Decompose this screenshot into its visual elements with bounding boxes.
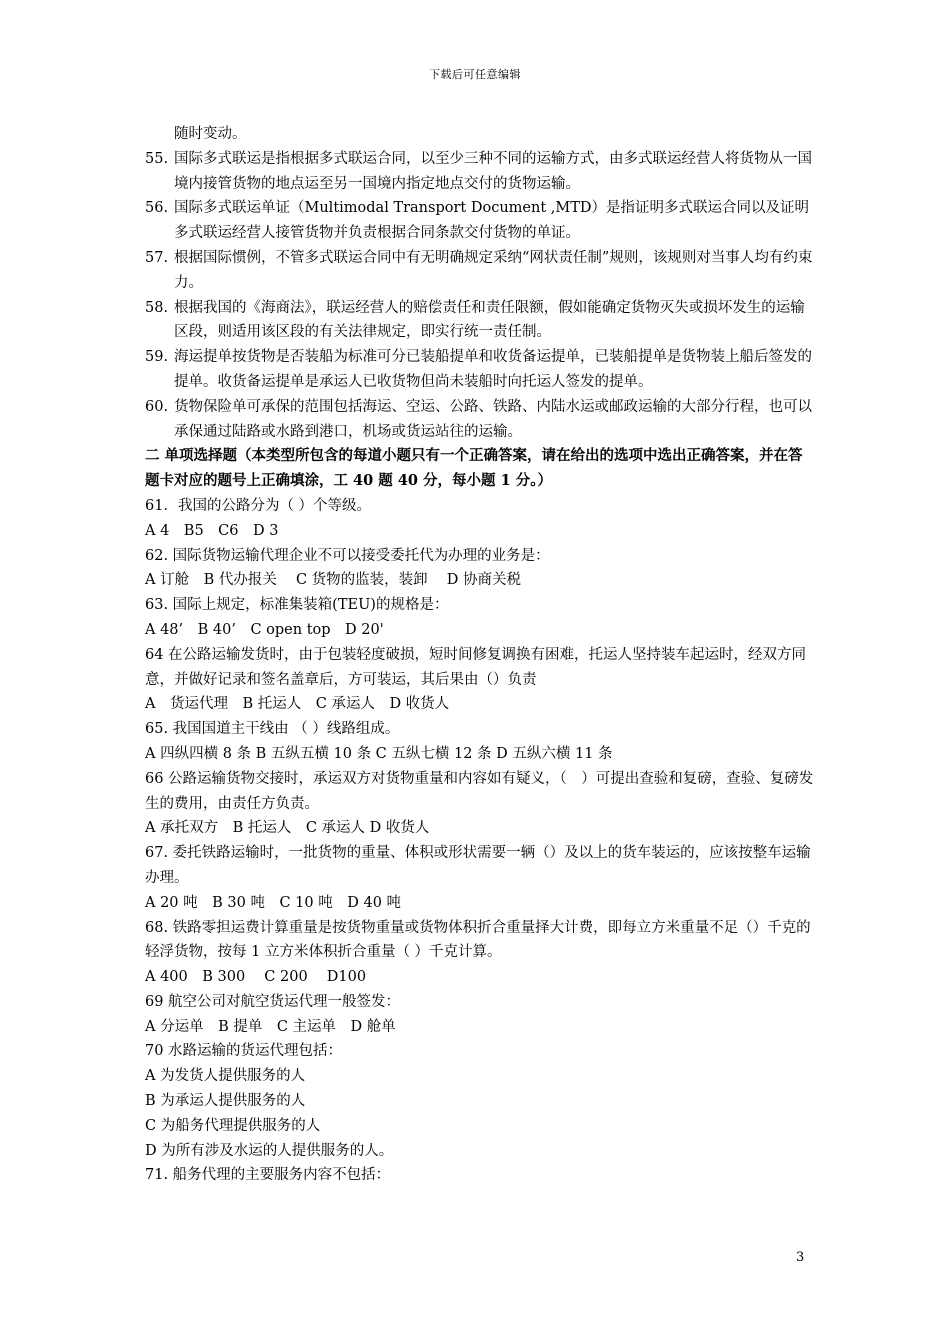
- list-item: [145, 296, 817, 346]
- item-text: 国际多式联运单证（Multimodal Transport Document ,MTD）是指证明多式联运合同以及证明多式联运经营人接管货物并负责根据合同条款交付货物的单证。: [174, 200, 810, 242]
- options-line: A 订舱 B 代办报关 C 货物的监装，装卸 D 协商关税: [145, 572, 521, 589]
- item-number: 57.: [145, 249, 169, 266]
- list-item: [145, 395, 817, 445]
- item-text: 货物保险单可承保的范围包括海运、空运、公路、铁路、内陆水运或邮政运输的大部分行程，也可以承保通过陆路或水路到港口，机场或货运站往的运输。: [174, 398, 812, 440]
- list-item: [145, 196, 817, 246]
- question-line: 62. 国际货物运输代理企业不可以接受委托代为办理的业务是：: [145, 547, 550, 564]
- options-line: C 为船务代理提供服务的人: [145, 1117, 321, 1134]
- item-number: 55.: [145, 150, 169, 167]
- item-text: 海运提单按货物是否装船为标准可分已装船提单和收货备运提单，已装船提单是货物装上船后签发的提单。收货备运提单是承运人已收货物但尚未装船时向托运人签发的提单。: [174, 349, 812, 390]
- question-line: 67. 委托铁路运输时，一批货物的重量、体积或形状需要一辆（）及以上的货车装运的，应该按整车运输办理。: [145, 845, 811, 886]
- item-text: 根据国际惯例，不管多式联运合同中有无明确规定采纳“网状责任制”规则，该规则对当事人均有约束力。: [174, 249, 813, 291]
- header-note: 下载后可任意编辑: [429, 68, 521, 81]
- options-line: A 48’ B 40’ C open top D 20': [145, 621, 384, 638]
- options-line: A 20 吨 B 30 吨 C 10 吨 D 40 吨: [145, 894, 402, 911]
- options-line: A 四纵四横 8 条 B 五纵五横 10 条 C 五纵七横 12 条 D 五纵六横 11 条: [145, 745, 613, 762]
- question-line: 61．我国的公路分为（ ）个等级。: [145, 497, 372, 514]
- question-line: 68. 铁路零担运费计算重量是按货物重量或货物体积折合重量择大计费，即每立方米重量不足（）千克的轻浮货物，按每 1 立方米体积折合重量（ ）千克计算。: [145, 919, 811, 961]
- section-heading: 二 单项选择题（本类型所包含的每道小题只有一个正确答案，请在给出的选项中选出正确答案，并在答题卡对应的题号上正确填涂，工 40 题 40 分，每小题 1 分。）: [145, 447, 803, 490]
- options-line: A 分运单 B 提单 C 主运单 D 舱单: [145, 1018, 396, 1035]
- page-number: 3: [796, 1250, 805, 1265]
- list-item: [145, 246, 817, 296]
- question-line: 69 航空公司对航空货运代理一般签发：: [145, 993, 401, 1010]
- options-line: D 为所有涉及水运的人提供服务的人。: [145, 1142, 394, 1159]
- question-line: 71. 船务代理的主要服务内容不包括：: [145, 1167, 391, 1184]
- options-line: A 为发货人提供服务的人: [145, 1068, 306, 1085]
- item-text: 国际多式联运是指根据多式联运合同，以至少三种不同的运输方式，由多式联运经营人将货物从一国境内接管货物的地点运至另一国境内指定地点交付的货物运输。: [174, 150, 812, 192]
- question-line: 70 水路运输的货运代理包括：: [145, 1043, 343, 1060]
- question-line: 64 在公路运输发货时，由于包装轻度破损，短时间修复调换有困难，托运人坚持装车起运时，经双方同意，并做好记录和签名盖章后，方可装运，其后果由（）负责: [145, 646, 807, 688]
- options-line: A 承托双方 B 托运人 C 承运人 D 收货人: [145, 820, 430, 837]
- item-text: 根据我国的《海商法》，联运经营人的赔偿责任和责任限额，假如能确定货物灭失或损坏发生的运输区段，则适用该区段的有关法律规定，即实行统一责任制。: [174, 299, 805, 341]
- list-item: [145, 147, 817, 197]
- options-line: A 4 B5 C6 D 3: [145, 522, 279, 539]
- question-line: 65. 我国国道主干线由 （ ）线路组成。: [145, 721, 400, 738]
- item-number: 56.: [145, 200, 169, 217]
- question-line: 66 公路运输货物交接时，承运双方对货物重量和内容如有疑义，（ ）可提出查验和复磅，查验、复磅发生的费用，由责任方负责。: [145, 770, 814, 812]
- options-line: A 货运代理 B 托运人 C 承运人 D 收货人: [145, 696, 450, 713]
- document-body: [145, 122, 817, 1188]
- continuation-text: 随时变动。: [174, 126, 247, 142]
- list-item: [145, 345, 817, 395]
- item-number: 59.: [145, 349, 169, 366]
- options-line: A 400 B 300 C 200 D100: [145, 969, 367, 986]
- options-line: B 为承运人提供服务的人: [145, 1093, 306, 1110]
- item-number: 58.: [145, 299, 169, 316]
- question-line: 63. 国际上规定，标准集装箱(TEU)的规格是：: [145, 597, 449, 614]
- item-number: 60.: [145, 398, 169, 415]
